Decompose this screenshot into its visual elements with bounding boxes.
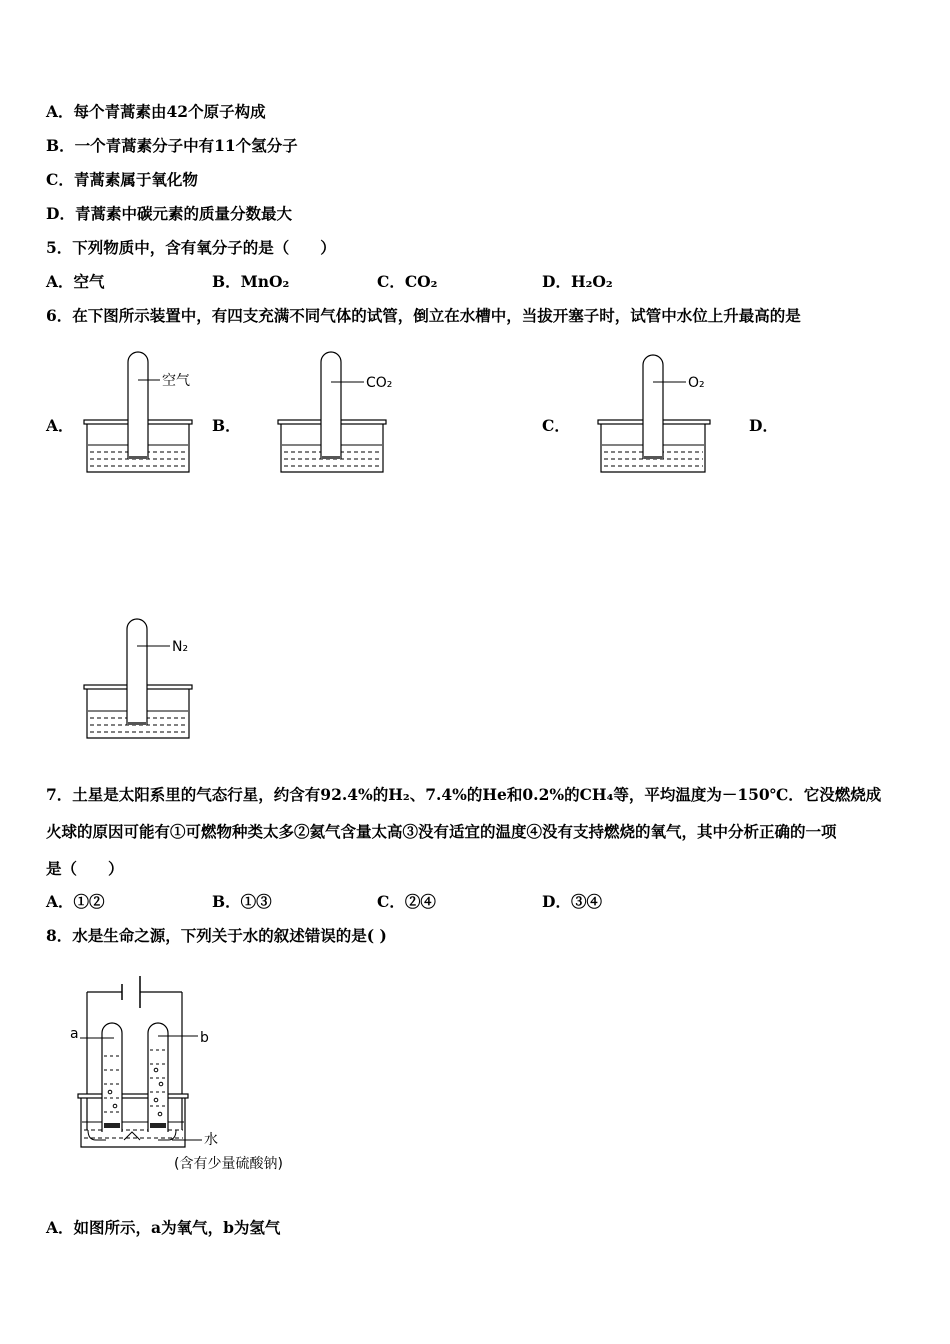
- q4-option-c: C．青蒿素属于氧化物: [46, 170, 198, 189]
- q6-label-a: A．: [46, 416, 74, 435]
- gas-label-n2: N₂: [172, 639, 189, 655]
- q6-label-c: C．: [542, 416, 570, 435]
- q5-option-d: D．H₂O₂: [542, 272, 613, 291]
- q8-stem: 8．水是生命之源，下列关于水的叙述错误的是( ): [46, 926, 387, 945]
- q7-option-c: C．②④: [377, 892, 436, 911]
- q7-line-3: 是（ ）: [46, 859, 124, 878]
- q5-option-b: B．MnO₂: [212, 272, 290, 291]
- q5-option-a: A．空气: [46, 272, 105, 291]
- q7-option-d: D．③④: [542, 892, 602, 911]
- label-a: a: [70, 1026, 79, 1042]
- q5-option-c: C．CO₂: [377, 272, 438, 291]
- q7-line-1: 7．土星是太阳系里的气态行星，约含有92.4%的H₂、7.4%的He和0.2%的CH₄等，平均温度为－150℃．它没燃烧成: [46, 785, 882, 804]
- label-b: b: [200, 1030, 209, 1046]
- q7-option-a: A．①②: [46, 892, 105, 911]
- q6-stem: 6．在下图所示装置中，有四支充满不同气体的试管，倒立在水槽中，当拔开塞子时，试管中水位上升最高的是: [46, 306, 801, 325]
- q4-option-d: D．青蒿素中碳元素的质量分数最大: [46, 204, 292, 223]
- electrolysis-apparatus: [66, 972, 336, 1182]
- q4-option-a: A．每个青蒿素由42个原子构成: [46, 102, 266, 121]
- q6-label-d: D．: [749, 416, 778, 435]
- apparatus-n2: [84, 618, 204, 743]
- gas-label-co2: CO₂: [366, 375, 393, 391]
- q8-option-a: A．如图所示，a为氧气，b为氢气: [46, 1218, 281, 1237]
- q4-option-b: B．一个青蒿素分子中有11个氢分子: [46, 136, 298, 155]
- q6-label-b: B．: [212, 416, 241, 435]
- q5-stem: 5．下列物质中，含有氧分子的是（ ）: [46, 238, 336, 257]
- apparatus-air: [84, 352, 204, 477]
- apparatus-co2: [278, 352, 408, 477]
- label-note: (含有少量硫酸钠): [174, 1156, 283, 1172]
- apparatus-o2: [598, 352, 718, 477]
- gas-label-air: 空气: [162, 373, 190, 389]
- q7-option-b: B．①③: [212, 892, 272, 911]
- gas-label-o2: O₂: [688, 375, 705, 391]
- label-water: 水: [204, 1132, 218, 1148]
- q7-line-2: 火球的原因可能有①可燃物种类太多②氦气含量太高③没有适宜的温度④没有支持燃烧的氧气，其中分析正确的一项: [46, 822, 837, 841]
